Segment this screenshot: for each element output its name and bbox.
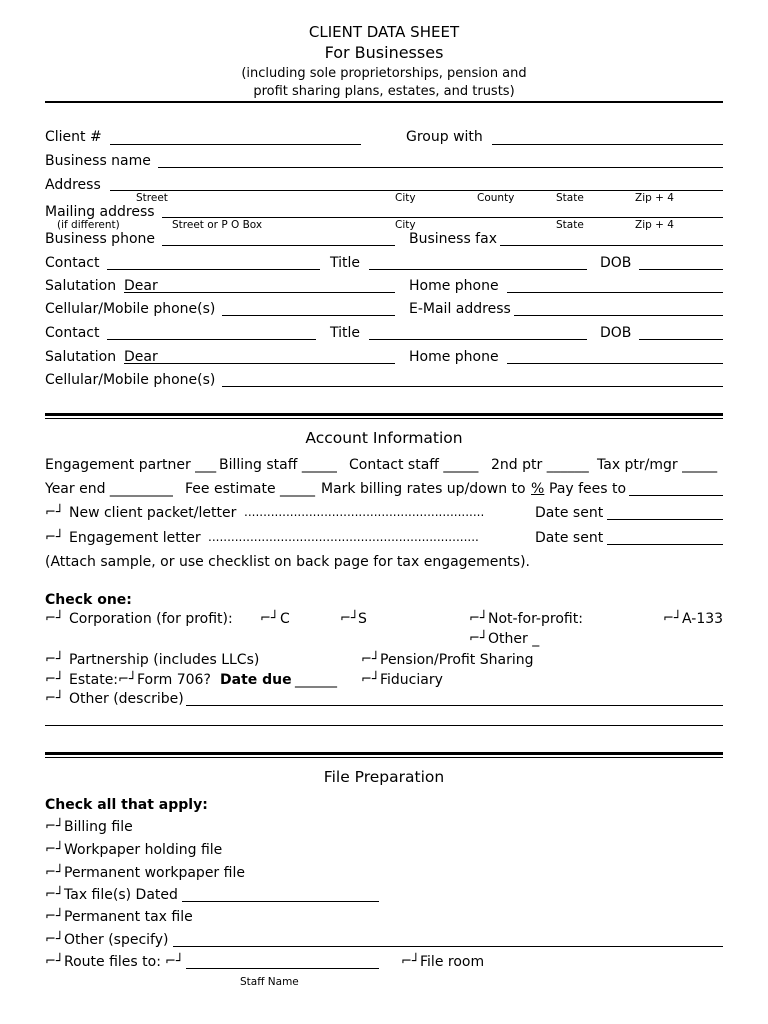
page-title: CLIENT DATA SHEET xyxy=(308,23,460,41)
a133-checkbox[interactable]: ⌐┘ xyxy=(663,611,682,626)
permanent-tax-label: Permanent tax file xyxy=(64,909,193,925)
home-phone-2-field[interactable] xyxy=(507,363,723,364)
salutation-2-field[interactable] xyxy=(124,363,395,364)
dob-2-field[interactable] xyxy=(639,339,723,340)
engagement-letter-checkbox[interactable]: ⌐┘ xyxy=(45,530,64,545)
new-client-checkbox[interactable]: ⌐┘ xyxy=(45,505,64,520)
tax-files-label: Tax file(s) Dated xyxy=(64,887,178,903)
new-client-label: New client packet/letter xyxy=(69,505,237,521)
home-phone-1-label: Home phone xyxy=(409,278,499,294)
business-fax-field[interactable] xyxy=(500,245,723,246)
address-field[interactable] xyxy=(110,190,723,191)
client-number-label: Client # xyxy=(45,129,102,145)
client-number-field[interactable] xyxy=(110,144,361,145)
title-2-field[interactable] xyxy=(369,339,587,340)
workpaper-holding-checkbox[interactable]: ⌐┘ xyxy=(45,842,64,857)
tax-ptr-field[interactable]: Tax ptr/mgr _____ xyxy=(597,457,718,473)
check-all-label: Check all that apply: xyxy=(45,797,208,813)
partnership-checkbox[interactable]: ⌐┘ xyxy=(45,652,64,667)
date-due-label: Date due xyxy=(220,672,292,688)
business-name-label: Business name xyxy=(45,153,151,169)
staff-name-caption: Staff Name xyxy=(240,976,299,988)
other-describe-label: Other (describe) xyxy=(69,691,184,707)
staff-route-checkbox[interactable]: ⌐┘ xyxy=(165,954,184,969)
salutation-1-dear: Dear xyxy=(124,278,158,294)
corporation-checkbox[interactable]: ⌐┘ xyxy=(45,611,64,626)
other-specify-field[interactable] xyxy=(173,946,723,947)
file-room-label: File room xyxy=(420,954,485,970)
group-with-label: Group with xyxy=(406,129,483,145)
address-state-caption: State xyxy=(556,192,584,204)
mailing-address-label: Mailing address xyxy=(45,204,155,220)
workpaper-holding-label: Workpaper holding file xyxy=(64,842,223,858)
engagement-letter-date-field[interactable] xyxy=(607,544,723,545)
staff-name-field[interactable] xyxy=(186,968,379,969)
engagement-letter-label: Engagement letter xyxy=(69,530,201,546)
not-for-profit-label: Not-for-profit: xyxy=(488,611,583,627)
estate-checkbox[interactable]: ⌐┘ xyxy=(45,672,64,687)
engagement-letter-leader: ....................................................................... xyxy=(208,530,479,544)
other-nfp-label: Other _ xyxy=(488,631,540,647)
new-client-date-label: Date sent xyxy=(535,505,604,521)
address-label: Address xyxy=(45,177,101,193)
pay-fees-field[interactable] xyxy=(629,495,723,496)
fee-estimate-field[interactable]: Fee estimate _____ xyxy=(185,481,316,497)
route-files-label: Route files to: xyxy=(64,954,161,970)
estate-label: Estate: xyxy=(69,672,119,688)
account-heading: Account Information xyxy=(305,429,463,447)
page-subtitle: For Businesses xyxy=(324,43,444,62)
other-specify-checkbox[interactable]: ⌐┘ xyxy=(45,932,64,947)
billing-staff-field[interactable]: Billing staff _____ xyxy=(219,457,337,473)
business-name-field[interactable] xyxy=(158,167,723,168)
permanent-tax-checkbox[interactable]: ⌐┘ xyxy=(45,909,64,924)
not-for-profit-checkbox[interactable]: ⌐┘ xyxy=(469,611,488,626)
form706-label: Form 706? xyxy=(137,672,211,688)
address-zip-caption: Zip + 4 xyxy=(635,192,674,204)
other-nfp-checkbox[interactable]: ⌐┘ xyxy=(469,631,488,646)
percent-field[interactable]: % xyxy=(531,481,545,497)
file-prep-heading: File Preparation xyxy=(323,768,445,786)
mailing-street-caption: Street or P O Box xyxy=(172,219,263,231)
route-files-checkbox[interactable]: ⌐┘ xyxy=(45,954,64,969)
contact-1-field[interactable] xyxy=(107,269,320,270)
c-corp-label: C xyxy=(280,611,290,627)
cellular-2-field[interactable] xyxy=(222,386,723,387)
business-fax-label: Business fax xyxy=(409,231,497,247)
attach-note: (Attach sample, or use checklist on back page for tax engagements). xyxy=(45,554,530,570)
corporation-label: Corporation (for profit): xyxy=(69,611,233,627)
email-label: E-Mail address xyxy=(409,301,511,317)
other-specify-label: Other (specify) xyxy=(64,932,169,948)
header-note-2: profit sharing plans, estates, and trusts) xyxy=(253,84,515,99)
permanent-workpaper-checkbox[interactable]: ⌐┘ xyxy=(45,865,64,880)
mailing-address-field[interactable] xyxy=(162,217,723,218)
business-phone-field[interactable] xyxy=(162,245,395,246)
billing-file-label: Billing file xyxy=(64,819,133,835)
s-corp-label: S xyxy=(358,611,367,627)
business-phone-label: Business phone xyxy=(45,231,155,247)
title-1-field[interactable] xyxy=(369,269,587,270)
salutation-1-field[interactable] xyxy=(124,292,395,293)
section-divider-account xyxy=(45,413,723,419)
salutation-2-dear: Dear xyxy=(124,349,158,365)
header-divider xyxy=(45,101,723,103)
cellular-2-label: Cellular/Mobile phone(s) xyxy=(45,372,216,388)
partnership-label: Partnership (includes LLCs) xyxy=(69,652,260,668)
group-with-field[interactable] xyxy=(492,144,723,145)
home-phone-1-field[interactable] xyxy=(507,292,723,293)
tax-files-date-field[interactable] xyxy=(182,901,379,902)
mailing-if-different-caption: (if different) xyxy=(57,219,120,231)
dob-1-label: DOB xyxy=(600,255,632,271)
billing-file-checkbox[interactable]: ⌐┘ xyxy=(45,819,64,834)
email-field[interactable] xyxy=(514,315,723,316)
salutation-1-label: Salutation xyxy=(45,278,117,294)
dob-2-label: DOB xyxy=(600,325,632,341)
pension-checkbox[interactable]: ⌐┘ xyxy=(361,652,380,667)
c-corp-checkbox[interactable]: ⌐┘ xyxy=(260,611,279,626)
cellular-1-label: Cellular/Mobile phone(s) xyxy=(45,301,216,317)
form706-checkbox[interactable]: ⌐┘ xyxy=(118,672,137,687)
engagement-partner-field[interactable]: Engagement partner ___ xyxy=(45,457,217,473)
address-street-caption: Street xyxy=(136,192,168,204)
other-type-checkbox[interactable]: ⌐┘ xyxy=(45,691,64,706)
mailing-city-caption: City xyxy=(395,219,416,231)
fiduciary-checkbox[interactable]: ⌐┘ xyxy=(361,672,380,687)
pension-label: Pension/Profit Sharing xyxy=(380,652,534,668)
second-ptr-field[interactable]: 2nd ptr ______ xyxy=(491,457,589,473)
date-due-field[interactable]: ______ xyxy=(295,672,337,688)
title-2-label: Title xyxy=(330,325,361,341)
address-county-caption: County xyxy=(477,192,515,204)
check-one-label: Check one: xyxy=(45,592,132,608)
pay-fees-label: Pay fees to xyxy=(549,481,627,497)
other-describe-field[interactable] xyxy=(186,705,723,706)
file-room-checkbox[interactable]: ⌐┘ xyxy=(401,954,420,969)
section-divider-file xyxy=(45,752,723,758)
other-describe-field-2[interactable] xyxy=(45,725,723,726)
fiduciary-label: Fiduciary xyxy=(380,672,443,688)
engagement-letter-date-label: Date sent xyxy=(535,530,604,546)
contact-2-label: Contact xyxy=(45,325,100,341)
header-note-1: (including sole proprietorships, pension and xyxy=(241,66,527,81)
cellular-1-field[interactable] xyxy=(222,315,395,316)
dob-1-field[interactable] xyxy=(639,269,723,270)
mark-billing-label: Mark billing rates up/down to xyxy=(321,481,526,497)
new-client-leader: ............................................................... xyxy=(244,505,485,519)
contact-staff-field[interactable]: Contact staff _____ xyxy=(349,457,479,473)
contact-2-field[interactable] xyxy=(107,339,316,340)
tax-files-checkbox[interactable]: ⌐┘ xyxy=(45,887,64,902)
address-city-caption: City xyxy=(395,192,416,204)
mailing-state-caption: State xyxy=(556,219,584,231)
salutation-2-label: Salutation xyxy=(45,349,117,365)
home-phone-2-label: Home phone xyxy=(409,349,499,365)
year-end-field[interactable]: Year end _________ xyxy=(45,481,173,497)
contact-1-label: Contact xyxy=(45,255,100,271)
permanent-workpaper-label: Permanent workpaper file xyxy=(64,865,245,881)
a133-label: A-133 xyxy=(682,611,724,627)
new-client-date-field[interactable] xyxy=(607,519,723,520)
title-1-label: Title xyxy=(330,255,361,271)
mailing-zip-caption: Zip + 4 xyxy=(635,219,674,231)
s-corp-checkbox[interactable]: ⌐┘ xyxy=(340,611,359,626)
